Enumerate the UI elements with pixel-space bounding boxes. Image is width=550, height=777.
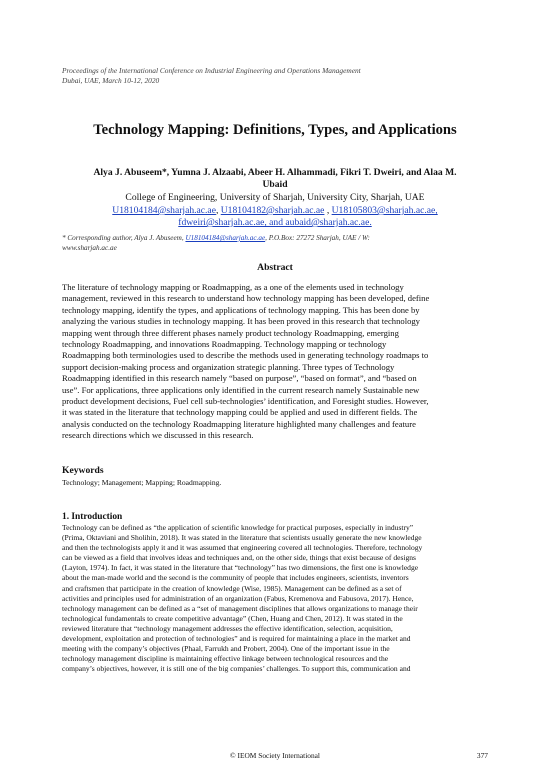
abstract-line: technology mapping, identify the types, and applications of technology mapping. This has been done by <box>62 304 420 315</box>
abstract-line: management, reviewed in this research to understand how technology mapping has been developed, define <box>62 293 430 304</box>
abstract-line: it was stated in the literature that technology mapping could be applied and used in different fields. The <box>62 407 418 418</box>
paragraph-line: about the man-made world and the second is the community of people that includes engineers, scientists, inventors <box>62 573 409 583</box>
paper-title: Technology Mapping: Definitions, Types, and Applications <box>93 122 457 138</box>
paragraph-line: development, exploitation and protection of technologies” and is required for maintaining a place in the market and <box>62 634 411 644</box>
running-head-line: Proceedings of the International Conference on Industrial Engineering and Operations Management <box>62 66 361 75</box>
running-head-line: Dubai, UAE, March 10-12, 2020 <box>62 76 160 85</box>
corr-prefix: * Corresponding author, Alya J. Abuseem, <box>62 234 186 242</box>
running-head <box>62 66 488 86</box>
abstract-line: product development decisions, Fuel cell sub-technologies’ identification, and Foresight studies. However, <box>62 396 429 407</box>
paper-page <box>62 0 488 777</box>
abstract-line: use”. For applications, three applications only identified in the current research namely Sustainable new <box>62 384 420 395</box>
introduction-text <box>62 523 488 674</box>
email-link[interactable]: U18104184@sharjah.ac.ae <box>112 205 216 216</box>
page-number: 377 <box>476 751 488 760</box>
abstract-line: mapping went through three different phases namely product technology Roadmapping, emerging <box>62 327 399 338</box>
keywords-text: Technology; Management; Mapping; Roadmapping. <box>62 478 222 487</box>
abstract-line: The literature of technology mapping or Roadmapping, as a one of the elements used in technology <box>62 282 404 292</box>
section-heading-introduction: 1. Introduction <box>62 512 123 522</box>
corr-suffix: , P.O.Box: 27272 Sharjah, UAE / W: <box>265 234 370 242</box>
corr-website: www.sharjah.ac.ae <box>62 244 117 252</box>
paragraph-line: (Layton, 1974). In fact, it was stated in the literature that “technology” has two dimensions, the first one is knowledge <box>62 563 419 573</box>
paragraph-line: (Prima, Oktaviani and Sholihin, 2018). It was stated in the literature that scientists usually generate the new knowledge <box>62 533 422 543</box>
abstract-line: support decision-making process and organization strategic planning. Three types of Technology <box>62 361 395 372</box>
author-line: Alya J. Abuseem*, Yumna J. Alzaabi, Abeer H. Alhammadi, Fikri T. Dweiri, and Alaa M. <box>93 167 457 178</box>
abstract-heading: Abstract <box>257 262 293 273</box>
page-footer: © IEOM Society International <box>230 751 320 760</box>
paragraph-line: activities and principles used for administration of an organization (Fabus, Kremenova and Fabusova, 2017). Hence, <box>62 593 414 603</box>
email-separator: , <box>324 205 332 216</box>
paragraph-line: and then the technologists apply it and it was assumed that engineering covered all technologies. Therefore, technology <box>62 543 423 553</box>
corresponding-author-note <box>62 233 488 253</box>
paragraph-line: reviewed literature that “technology management addresses the effective identification, selection, acquisition, <box>62 623 393 633</box>
abstract-line: analyzing the various studies in technology mapping. It has been proved in this research that technology <box>62 316 420 327</box>
paragraph-line: meeting with the company’s objectives (Phaal, Farrukh and Probert, 2004). One of the important issue in the <box>62 644 390 654</box>
abstract-line: Roadmapping both terminologies used to describe the methods used in generating technology roadmaps to <box>62 350 429 361</box>
abstract-line: research directions which we discussed in this research. <box>62 430 254 441</box>
affiliation: College of Engineering, University of Sharjah, University City, Sharjah, UAE <box>125 192 425 203</box>
abstract-line: Roadmapping identified in this research namely “based on purpose”, “based on format”, and “based on <box>62 373 417 384</box>
author-emails <box>62 205 488 229</box>
abstract-line: technology Roadmapping, and innovations Roadmapping. Technology mapping or technology <box>62 339 387 350</box>
email-link[interactable]: fdweiri@sharjah.ac.ae, and aubaid@sharjah.ac.ae. <box>178 217 372 228</box>
email-link[interactable]: U18104182@sharjah.ac.ae <box>220 205 325 216</box>
author-line: Ubaid <box>262 179 288 190</box>
corr-email-link[interactable]: U18104184@sharjah.ac.ae <box>185 234 266 242</box>
paragraph-line: company’s objectives, however, it is still one of the big companies’ challenges. To support this, communication and <box>62 664 411 674</box>
paragraph-line: technological fundamentals to create competitive advantage” (Chen, Huang and Chen, 2012). It was stated in the <box>62 613 403 623</box>
email-separator: , <box>215 205 221 216</box>
abstract-line: analysis conducted on the technology Roadmapping literature highlighted many challenges and feature <box>62 418 416 429</box>
email-link[interactable]: U18105803@sharjah.ac.ae, <box>331 205 438 216</box>
paragraph-line: technology management can be defined as a “set of management disciplines that allows organizations to manage their <box>62 603 418 613</box>
author-list <box>62 167 488 191</box>
abstract-text <box>62 282 488 442</box>
keywords-heading: Keywords <box>62 465 104 476</box>
paragraph-line: technology management discipline is maintaining effective linkage between technological resources and the <box>62 654 389 664</box>
paragraph-line: and craftsmen that participate in the creation of knowledge (Wise, 1985). Management can be defined as a set of <box>62 583 402 593</box>
paragraph-line: Technology can be defined as “the application of scientific knowledge for practical purposes, especially in industry” <box>62 523 414 532</box>
paragraph-line: can be viewed as a field that involves ideas and techniques and, on the other side, things that exist because of designs <box>62 553 416 563</box>
